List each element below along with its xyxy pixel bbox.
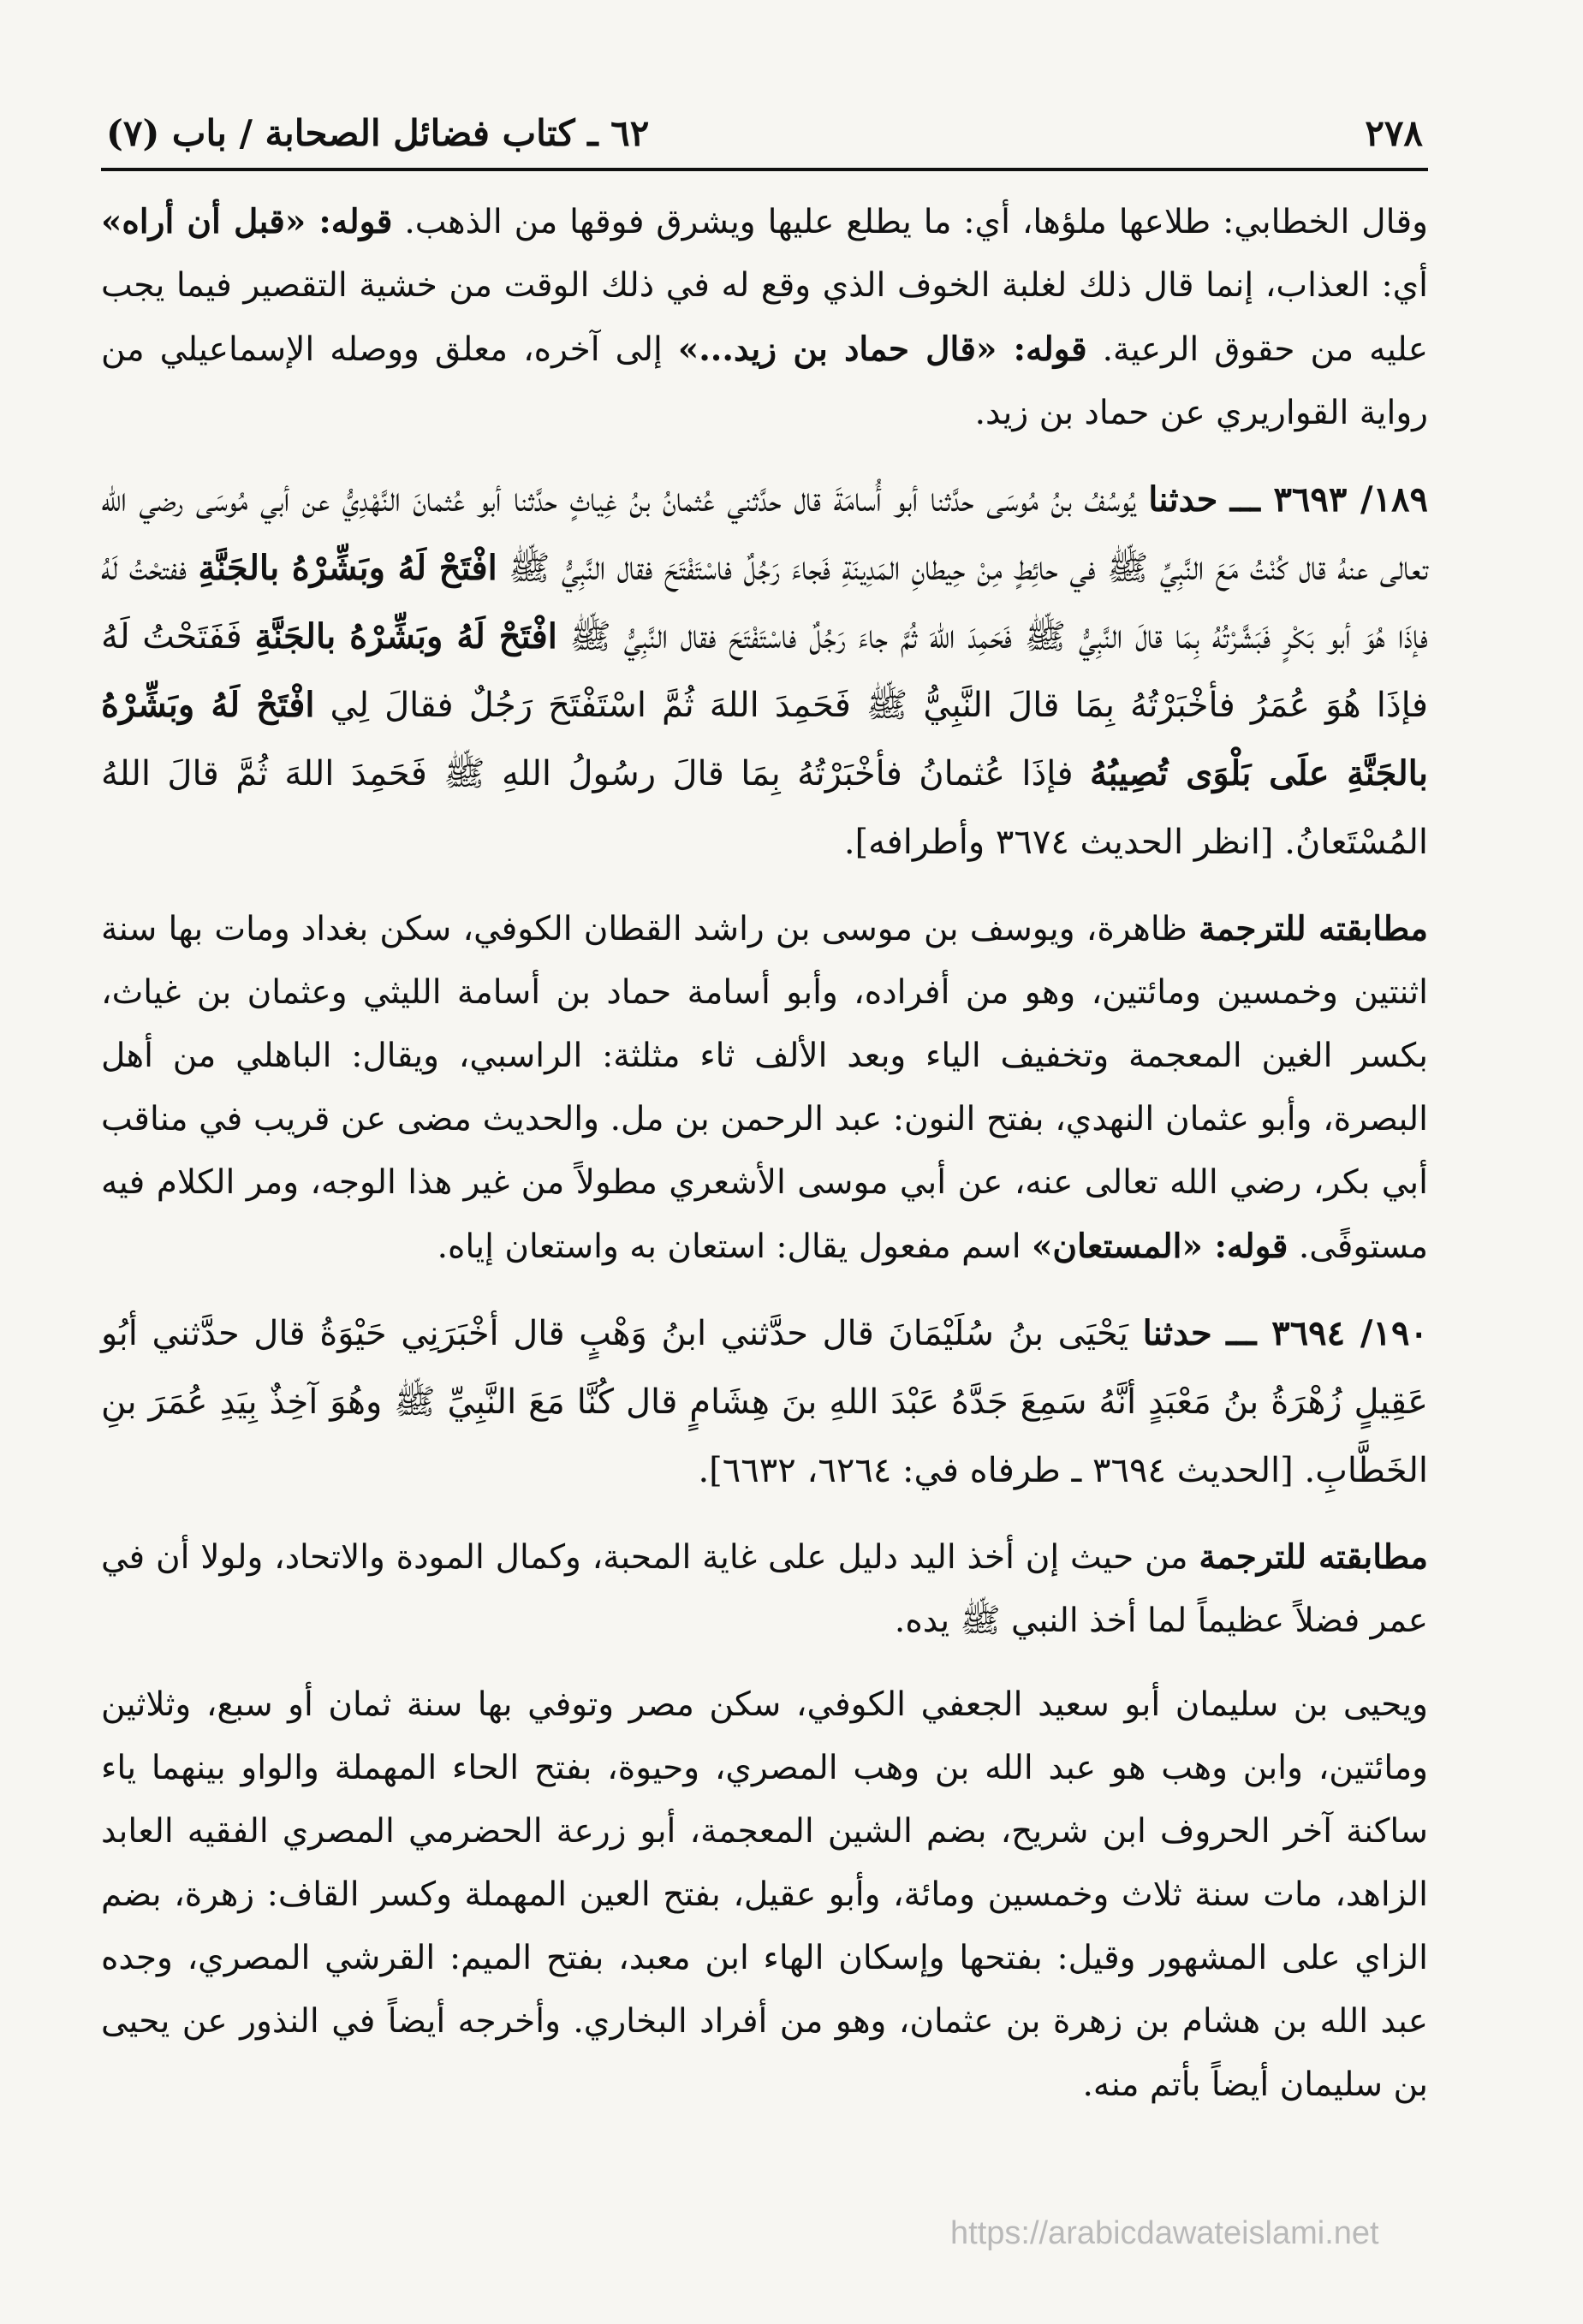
hadith-bold-phrase: افْتَحْ لَهُ وبَشِّرْهُ بالجَنَّةِ bbox=[198, 548, 497, 588]
commentary-paragraph-2 bbox=[101, 897, 1428, 1279]
hadith-bold-phrase: افْتَحْ لَهُ وبَشِّرْهُ بالجَنَّةِ علَى بَلْوَى تُصِيبُهُ bbox=[101, 685, 1428, 793]
cross-reference: [الحديث ٣٦٩٤ ـ طرفاه في: ٦٢٦٤، ٦٦٣٢]. bbox=[698, 1451, 1294, 1490]
running-title: ٦٢ ـ كتاب فضائل الصحابة / باب (٧) bbox=[106, 112, 650, 154]
keyword-quote: مطابقته للترجمة bbox=[1198, 909, 1428, 948]
hadith-text: ففتحْتُ لَهُ فإذَا هُوَ أبو بَكْرٍ فَبَشَّرْتُهُ بِمَا قالَ النَّبِيُّ ﷺ فَحَمِدَ اللهَ ثُمَّ جاءَ رَجُلٌ فاسْتَفْتَحَ فقال النَّبِيُّ ﷺ bbox=[101, 549, 1428, 657]
website-watermark: https://arabicdawateislami.net bbox=[950, 2215, 1379, 2251]
hadith-text: فإذَا عُثمانُ فأخْبَرْتُهُ بِمَا قالَ رسُولُ اللهِ ﷺ فَحَمِدَ اللهَ ثُمَّ قالَ اللهُ المُسْتَعانُ. bbox=[101, 754, 1428, 862]
page-header bbox=[101, 94, 1428, 154]
keyword-quote: قوله: «قبل أن أراه» bbox=[101, 202, 393, 241]
hadith-text: يُوسُفُ بنُ مُوسَى حدَّثنا أبو أُسامَةَ قال حدَّثني عُثمانُ بنُ غِياثٍ حدَّثنا أبو عُثمانَ النَّهْدِيُّ عن أبي مُوسَى رضي الله تعالى عنهُ قال كُنْتُ مَعَ النَّبِيِّ ﷺ في حائِطٍ مِنْ حِيطانِ المَدِينَةِ فَجاءَ رَجُلٌ فاسْتَفْتَحَ فقال النَّبِيُّ ﷺ bbox=[101, 480, 1428, 588]
commentary-text: وقال الخطابي: طلاعها ملؤها، أي: ما يطلع عليها ويشرق فوقها من الذهب. bbox=[404, 203, 1428, 241]
commentary-paragraph-3 bbox=[101, 1525, 1428, 1653]
hadith-text: فَفَتَحْتُ لَهُ فإذَا هُوَ عُمَرُ فأخْبَرْتُهُ بِمَا قالَ النَّبِيُّ ﷺ فَحَمِدَ اللهَ ثُمَّ اسْتَفْتَحَ رَجُلٌ فقالَ لِي bbox=[101, 617, 1428, 725]
header-rule bbox=[101, 168, 1428, 171]
haddathana-word: حدثنا bbox=[1148, 479, 1218, 520]
hadith-190 bbox=[101, 1299, 1428, 1505]
hadith-number: ١٨٩/ ٣٦٩٣ ـــ bbox=[1229, 479, 1429, 520]
commentary-text: اسم مفعول يقال: استعان به واستعان إياه. bbox=[437, 1227, 1021, 1266]
commentary-text: ظاهرة، ويوسف بن موسى بن راشد القطان الكوفي، سكن بغداد ومات بها سنة اثنتين وخمسين ومائتين، وهو من أفراده، وأبو أسامة حماد بن أسامة الليثي وعثمان بن غياث، بكسر الغين المعجمة وتخفيف الياء وبعد الألف ثاء مثلثة: الراسبي، ويقال: الباهلي من أهل البصرة، وأبو عثمان النهدي، بفتح النون: عبد الرحمن بن مل. والحديث مضى عن قريب في مناقب أبي بكر، رضي الله تعالى عنه، عن أبي موسى الأشعري مطولاً من غير هذا الوجه، ومر الكلام فيه مستوفًى. bbox=[101, 910, 1428, 1266]
cross-reference: [انظر الحديث ٣٦٧٤ وأطرافه]. bbox=[843, 823, 1274, 862]
hadith-number: ١٩٠/ ٣٦٩٤ ـــ bbox=[1226, 1313, 1428, 1353]
keyword-quote: مطابقته للترجمة bbox=[1199, 1537, 1428, 1577]
keyword-quote: قوله: «قال حماد بن زيد...» bbox=[677, 330, 1087, 369]
commentary-text: من حيث إن أخذ اليد دليل على غاية المحبة، وكمال المودة والاتحاد، ولولا أن في عمر فضلاً عظيماً لما أخذ النبي ﷺ يده. bbox=[101, 1538, 1428, 1640]
hadith-text: يَحْيَى بنُ سُلَيْمَانَ قال حدَّثني ابنُ وَهْبٍ قال أخْبَرَنِي حَيْوَةُ قال حدَّثني أبُو عَقِيلٍ زُهْرَةُ بنُ مَعْبَدٍ أنَّهُ سَمِعَ جَدَّهُ عَبْدَ اللهِ بنَ هِشَامٍ قال كُنَّا مَعَ النَّبِيِّ ﷺ وهُوَ آخِذٌ بِيَدِ عُمَرَ بنِ الخَطَّابِ. bbox=[101, 1314, 1428, 1490]
commentary-text: أي: العذاب، إنما قال ذلك لغلبة الخوف الذي وقع له في ذلك الوقت من خشية التقصير فيما يجب عليه من حقوق الرعية. bbox=[101, 266, 1428, 369]
hadith-189 bbox=[101, 466, 1428, 877]
commentary-text: إلى آخره، معلق ووصله الإسماعيلي من رواية القواريري عن حماد بن زيد. bbox=[101, 330, 1428, 432]
commentary-text: ويحيى بن سليمان أبو سعيد الجعفي الكوفي، سكن مصر وتوفي بها سنة ثمان أو سبع، وثلاثين ومائتين، وابن وهب هو عبد الله بن وهب المصري، وحيوة، بفتح الحاء المهملة والواو بينهما ياء ساكنة آخر الحروف ابن شريح، بضم الشين المعجمة، أبو زرعة الحضرمي المصري الفقيه العابد الزاهد، مات سنة ثلاث وخمسين ومائة، وأبو عقيل، بفتح العين المهملة وكسر القاف: زهرة، بضم الزاي على المشهور وقيل: بفتحها وإسكان الهاء ابن معبد، بفتح الميم: القرشي المصري، وجده عبد الله بن هشام بن زهرة بن عثمان، وهو من أفراد البخاري. وأخرجه أيضاً في النذور عن يحيى بن سليمان أيضاً بأتم منه. bbox=[101, 1685, 1428, 2104]
page-number: ٢٧٨ bbox=[1365, 112, 1423, 154]
keyword-quote: قوله: «المستعان» bbox=[1031, 1227, 1288, 1266]
commentary-paragraph-1 bbox=[101, 190, 1428, 445]
haddathana-word: حدثنا bbox=[1142, 1313, 1212, 1353]
commentary-paragraph-4 bbox=[101, 1673, 1428, 2117]
hadith-bold-phrase: افْتَحْ لَهُ وبَشِّرْهُ بالجَنَّةِ bbox=[254, 616, 557, 657]
book-page bbox=[101, 94, 1428, 2117]
